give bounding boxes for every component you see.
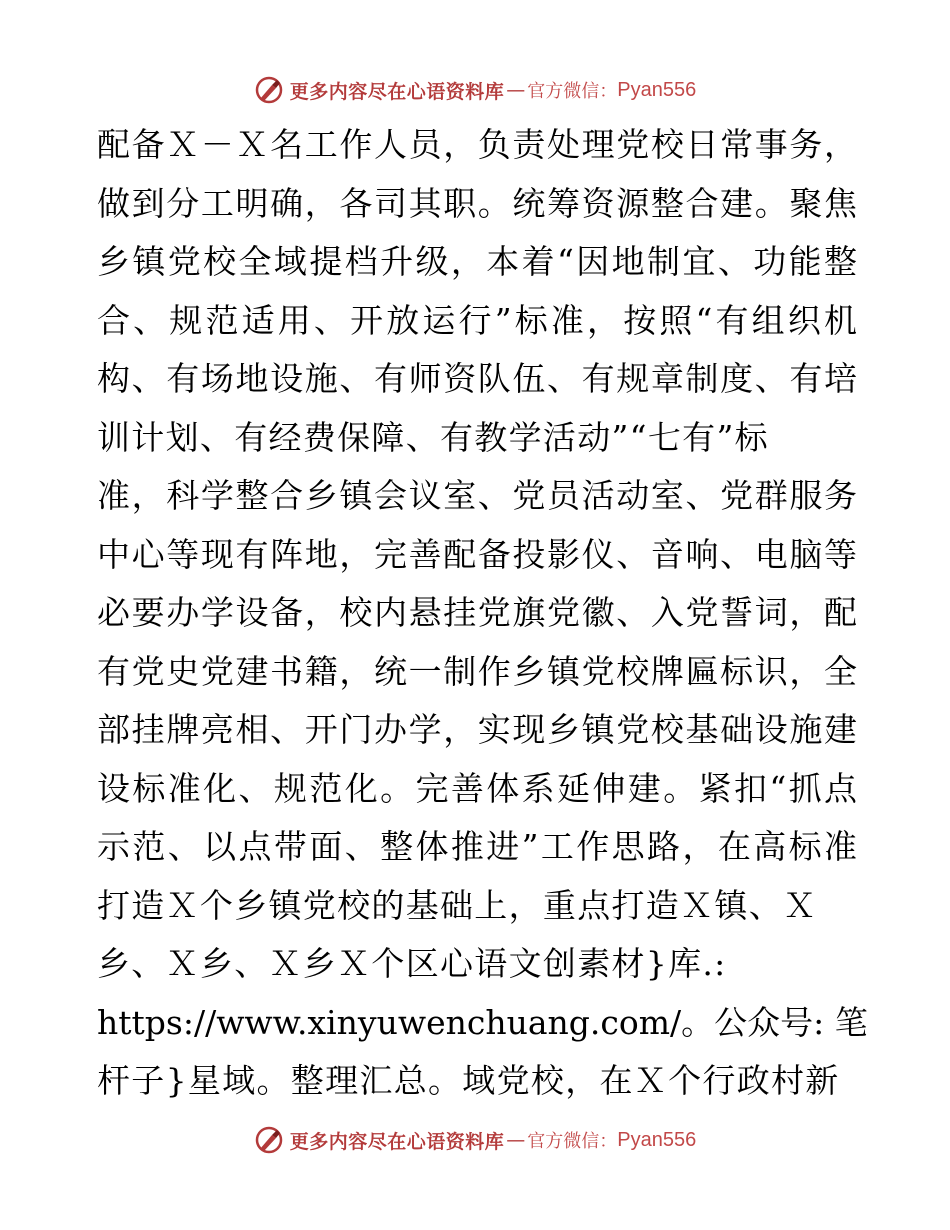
body-line: 中心等现有阵地，完善配备投影仪、音响、电脑等 [97,534,857,574]
header-banner [0,72,950,108]
header-separator: — [506,79,526,101]
body-line: 准，科学整合乡镇会议室、党员活动室、党群服务 [97,476,857,515]
footer-banner [0,1122,950,1158]
footer-wechat-label: 官方微信： [527,1131,618,1152]
body-line: 构、有场地设施、有师资队伍、有规章制度、有培 [97,359,857,398]
header-text: 更多内容尽在心语资料库 [289,80,505,103]
body-line: https://www.xinyuwenchuang.com/。公众号: 笔 [97,1002,868,1042]
body-line: 乡镇党校全域提档升级，本着“因地制宜、功能整 [97,242,857,281]
header-wechat-id: Pyan556 [617,78,697,101]
body-line: 示范、以点带面、整体推进”工作思路，在高标准 [97,827,857,866]
body-line: 打造Ｘ个乡镇党校的基础上，重点打造Ｘ镇、Ｘ [97,885,818,925]
body-line: 配备Ｘ－Ｘ名工作人员，负责处理党校日常事务， [97,125,857,164]
pen-logo-icon [254,1125,284,1155]
footer-wechat-id: Pyan556 [617,1128,697,1151]
body-line: 合、规范适用、开放运行”标准，按照“有组织机 [97,300,857,340]
body-line: 训计划、有经费保障、有教学活动”“七有”标 [97,417,769,457]
body-line: 有党史党建书籍，统一制作乡镇党校牌匾标识，全 [97,651,857,691]
document-body [97,116,868,1111]
body-line: 乡、Ｘ乡、Ｘ乡Ｘ个区心语文创素材}库.: [97,944,727,983]
body-line: 做到分工明确，各司其职。统筹资源整合建。聚焦 [97,183,857,223]
header-wechat-label: 官方微信： [527,81,618,102]
body-line: 部挂牌亮相、开门办学，实现乡镇党校基础设施建 [97,710,857,749]
pen-logo-icon [254,75,284,105]
footer-separator: — [506,1129,526,1151]
body-line: 杆子}星域。整理汇总。域党校，在Ｘ个行政村新 [97,1061,840,1100]
footer-text: 更多内容尽在心语资料库 [289,1130,505,1153]
body-line: 必要办学设备，校内悬挂党旗党徽、入党誓词，配 [97,593,857,632]
body-line: 设标准化、规范化。完善体系延伸建。紧扣“抓点 [97,768,857,808]
